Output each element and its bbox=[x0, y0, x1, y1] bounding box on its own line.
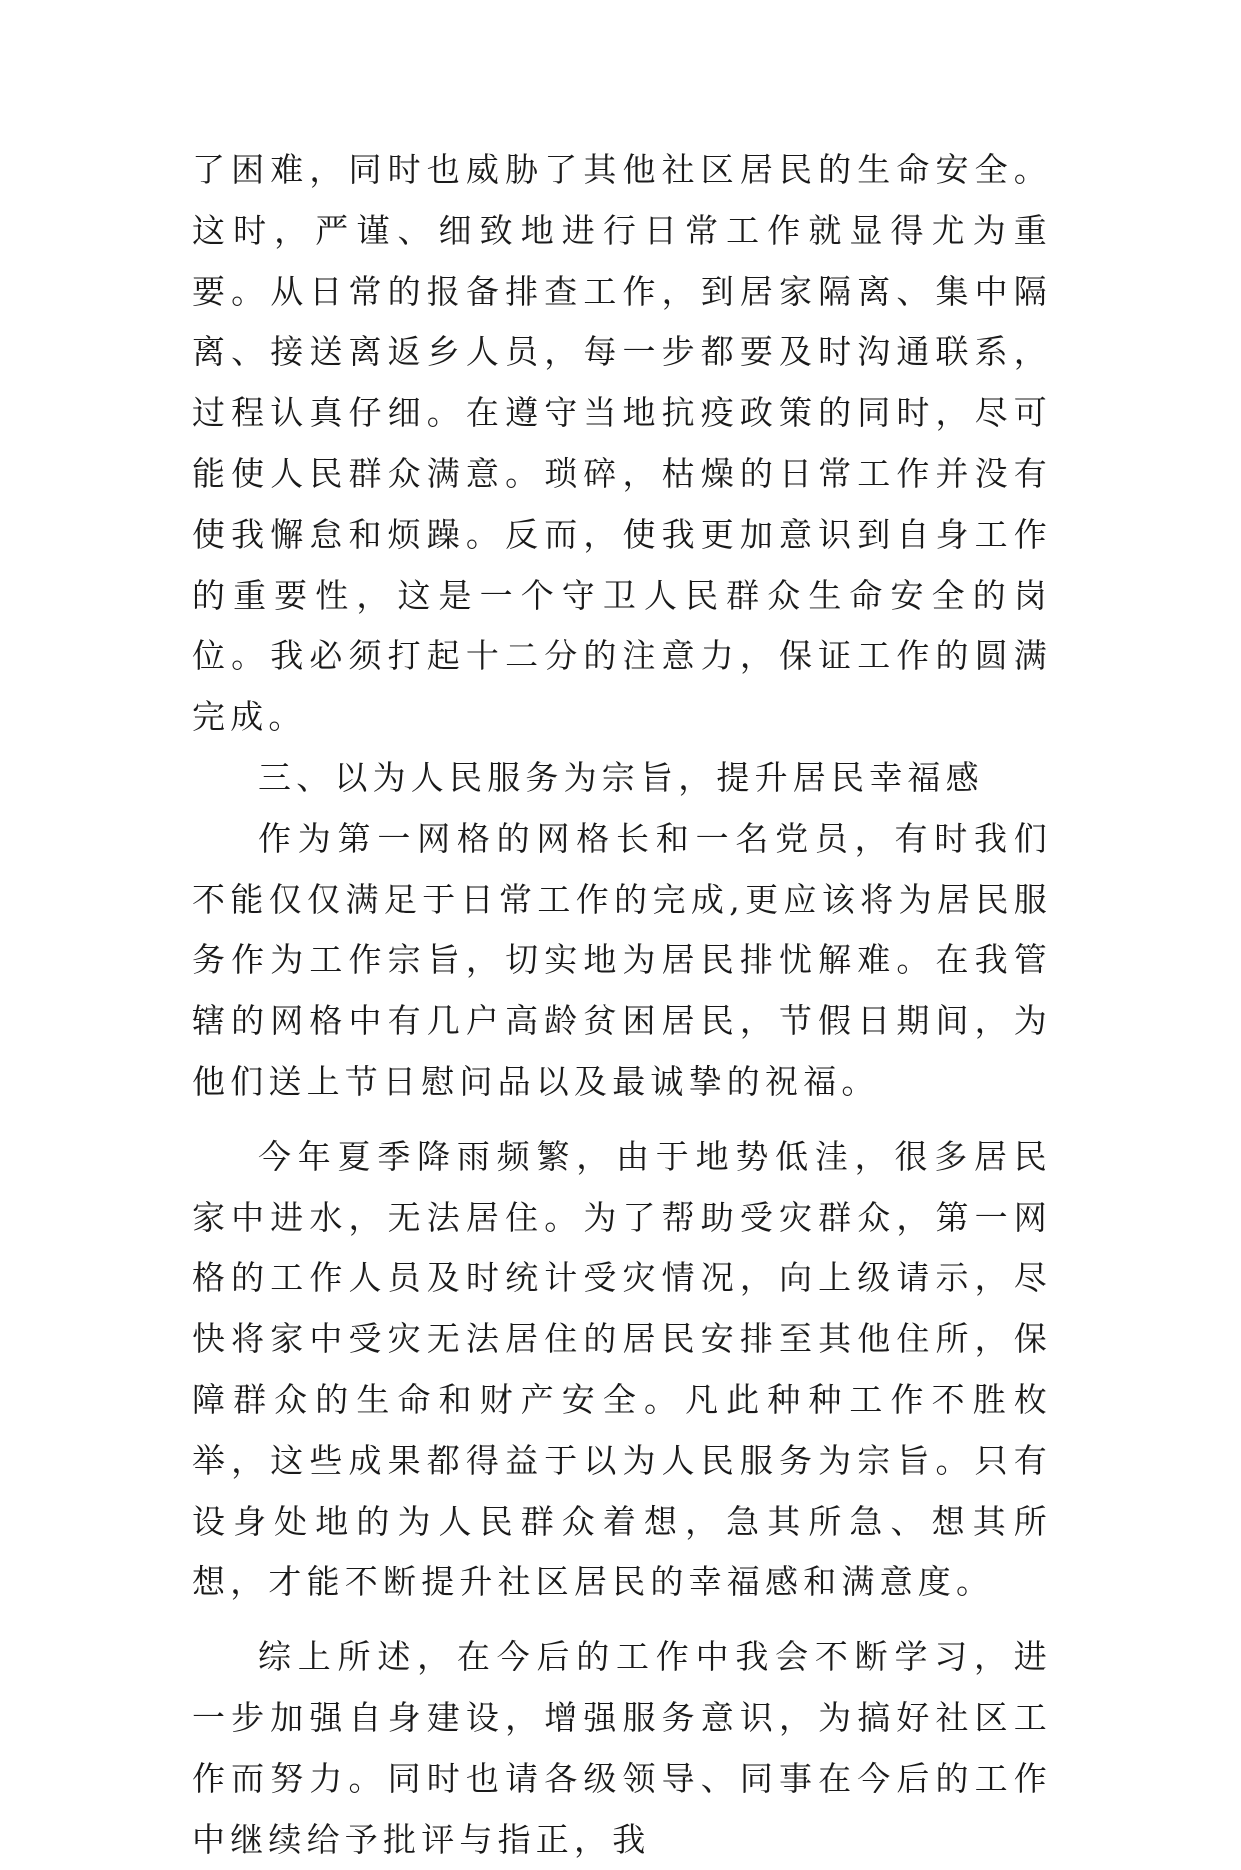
paragraph-grid-leader: 作为第一网格的网格长和一名党员，有时我们不能仅仅满足于日常工作的完成,更应该将为居民服务作为工作宗旨，切实地为居民排忧解难。在我管辖的网格中有几户高龄贫困居民，节假日期间，为他们送上节日慰问品以及最诚挚的祝福。 bbox=[192, 818, 1052, 1101]
paragraph-summer-rain: 今年夏季降雨频繁，由于地势低洼，很多居民家中进水，无法居住。为了帮助受灾群众，第一网格的工作人员及时统计受灾情况，向上级请示，尽快将家中受灾无法居住的居民安排至其他住所，保障群众的生命和财产安全。凡此种种工作不胜枚举，这些成果都得益于以为人民服务为宗旨。只有设身处地的为人民群众着想，急其所急、想其所想，才能不断提升社区居民的幸福感和满意度。 bbox=[192, 1136, 1052, 1602]
paragraph-continuation: 了困难，同时也威胁了其他社区居民的生命安全。这时，严谨、细致地进行日常工作就显得尤为重要。从日常的报备排查工作，到居家隔离、集中隔离、接送离返乡人员，每一步都要及时沟通联系，过程认真仔细。在遵守当地抗疫政策的同时，尽可能使人民群众满意。琐碎，枯燥的日常工作并没有使我懈怠和烦躁。反而，使我更加意识到自身工作的重要性，这是一个守卫人民群众生命安全的岗位。我必须打起十二分的注意力，保证工作的圆满完成。 bbox=[192, 150, 1052, 737]
document-page bbox=[192, 140, 1052, 1870]
section-heading-three: 三、以为人民服务为宗旨，提升居民幸福感 bbox=[258, 757, 984, 797]
paragraph-conclusion: 综上所述，在今后的工作中我会不断学习，进一步加强自身建设，增强服务意识，为搞好社区工作而努力。同时也请各级领导、同事在今后的工作中继续给予批评与指正，我 bbox=[192, 1637, 1052, 1859]
